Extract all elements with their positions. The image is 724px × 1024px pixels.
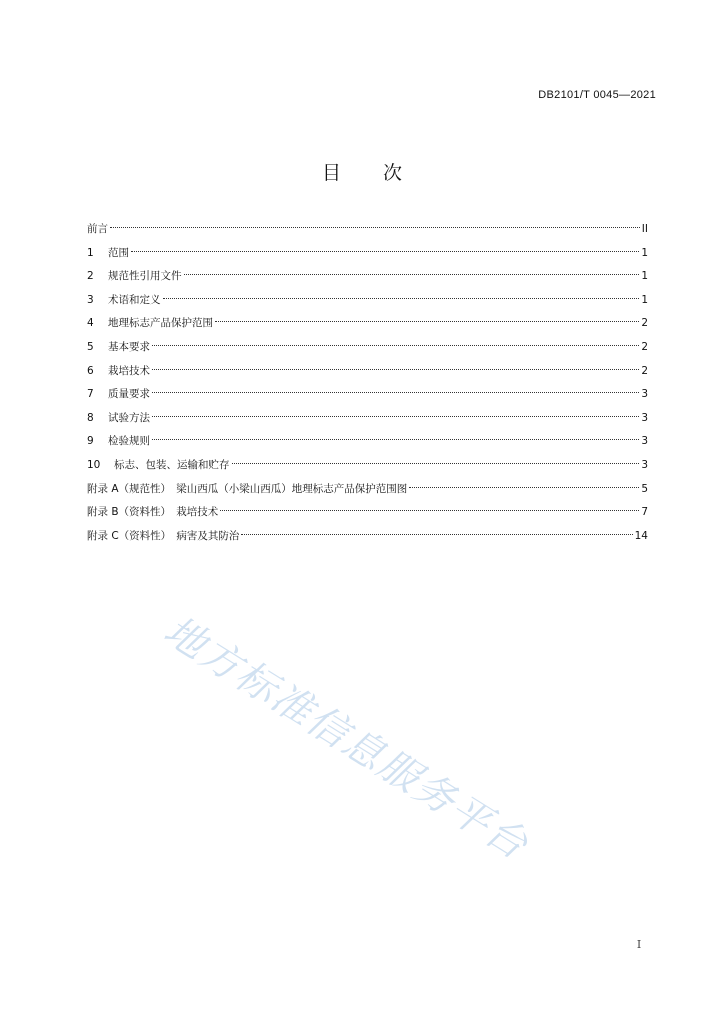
toc-entry-preface[interactable] — [87, 218, 648, 242]
dot-leader — [152, 369, 639, 370]
toc-entry-label: 基本要求 — [108, 340, 150, 353]
dot-leader — [152, 345, 639, 346]
dot-leader — [152, 416, 639, 417]
dot-leader — [152, 439, 639, 440]
toc-entry-number: 3 — [87, 293, 94, 306]
toc-entry-label: 质量要求 — [108, 388, 150, 401]
toc-entry-appendix-c[interactable] — [87, 525, 648, 549]
toc-entry-8[interactable] — [87, 407, 648, 431]
watermark: 地方标准信息服务平台 — [155, 607, 537, 870]
toc-entry-page: 3 — [641, 435, 648, 448]
toc-entry-label: 范围 — [108, 246, 129, 259]
toc-entry-number: 4 — [87, 317, 94, 330]
toc-entry-label: 附录 C（资料性） 病害及其防治 — [87, 529, 240, 542]
dot-leader — [241, 534, 632, 535]
dot-leader — [110, 227, 640, 228]
toc-entry-page: 14 — [634, 529, 648, 542]
toc-entry-page: 7 — [641, 506, 648, 519]
toc-entry-label: 地理标志产品保护范围 — [108, 317, 213, 330]
toc-entry-number: 8 — [87, 411, 94, 424]
toc-entry-label: 附录 A（规范性） 梁山西瓜（小梁山西瓜）地理标志产品保护范围图 — [87, 482, 408, 495]
toc-entry-page: 3 — [641, 458, 648, 471]
toc-entry-6[interactable] — [87, 360, 648, 384]
toc-entry-page: 2 — [641, 317, 648, 330]
dot-leader — [163, 298, 640, 299]
toc-entry-page: 1 — [641, 246, 648, 259]
toc-entry-page: 1 — [641, 270, 648, 283]
toc-list — [87, 218, 648, 548]
toc-entry-page: 2 — [641, 364, 648, 377]
doc-code: DB2101/T 0045—2021 — [538, 89, 656, 101]
toc-entry-label: 规范性引用文件 — [108, 270, 182, 283]
toc-entry-3[interactable] — [87, 289, 648, 313]
toc-entry-5[interactable] — [87, 336, 648, 360]
toc-entry-7[interactable] — [87, 383, 648, 407]
dot-leader — [152, 392, 639, 393]
dot-leader — [215, 321, 639, 322]
dot-leader — [220, 510, 639, 511]
toc-entry-page: 3 — [641, 411, 648, 424]
toc-entry-label: 栽培技术 — [108, 364, 150, 377]
toc-title-char-2: 次 — [383, 162, 403, 184]
dot-leader — [232, 463, 640, 464]
dot-leader — [131, 251, 639, 252]
page-number — [0, 938, 724, 951]
page-number-text: I — [636, 938, 642, 951]
toc-entry-number: 7 — [87, 388, 94, 401]
toc-entry-number: 1 — [87, 246, 94, 259]
toc-entry-10[interactable] — [87, 454, 648, 478]
toc-entry-label: 检验规则 — [108, 435, 150, 448]
toc-entry-appendix-b[interactable] — [87, 501, 648, 525]
toc-entry-label: 试验方法 — [108, 411, 150, 424]
toc-entry-label: 术语和定义 — [108, 293, 161, 306]
toc-entry-label: 附录 B（资料性） 栽培技术 — [87, 506, 219, 519]
toc-title — [0, 158, 724, 185]
dot-leader — [184, 274, 640, 275]
toc-entry-number: 5 — [87, 340, 94, 353]
toc-entry-number: 9 — [87, 435, 94, 448]
toc-entry-1[interactable] — [87, 242, 648, 266]
toc-entry-appendix-a[interactable] — [87, 478, 648, 502]
toc-entry-9[interactable] — [87, 430, 648, 454]
toc-entry-4[interactable] — [87, 312, 648, 336]
toc-entry-label: 标志、包装、运输和贮存 — [114, 458, 230, 471]
dot-leader — [409, 487, 639, 488]
toc-entry-label: 前言 — [87, 223, 108, 235]
toc-entry-page: 5 — [641, 482, 648, 495]
toc-entry-page: 2 — [641, 340, 648, 353]
toc-entry-page: II — [641, 223, 648, 235]
toc-entry-page: 3 — [641, 388, 648, 401]
toc-entry-number: 6 — [87, 364, 94, 377]
toc-title-char-1: 目 — [321, 162, 341, 184]
toc-entry-number: 10 — [87, 458, 101, 471]
toc-entry-page: 1 — [641, 293, 648, 306]
toc-entry-number: 2 — [87, 270, 94, 283]
toc-entry-2[interactable] — [87, 265, 648, 289]
